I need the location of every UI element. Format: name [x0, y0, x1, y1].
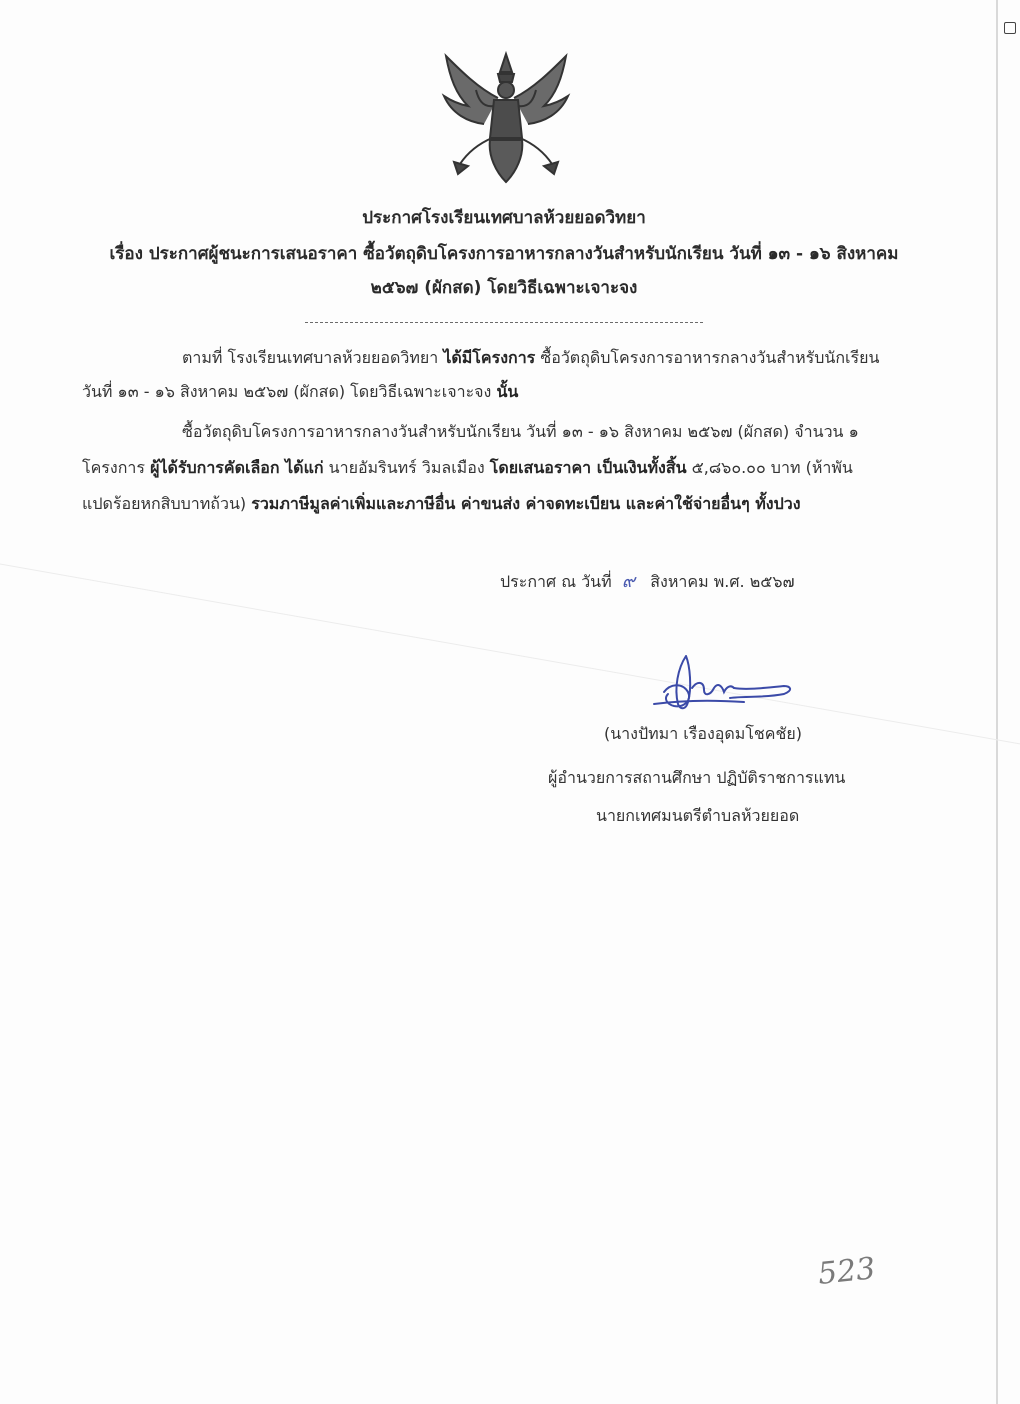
announcement-subject-line-1: เรื่อง ประกาศผู้ชนะการเสนอราคา ซื้อวัตถุดิบโครงการอาหารกลางวันสำหรับนักเรียน วันที่ ๑๓ - ๑๖ สิงหาคม [109, 244, 899, 264]
announce-date-prefix: ประกาศ ณ วันที่ [500, 572, 612, 591]
scan-mark [1004, 22, 1016, 34]
handwritten-signature [634, 648, 804, 718]
paragraph-text: วันที่ ๑๓ - ๑๖ สิงหาคม ๒๕๖๗ (ผักสด) โดยวิธีเฉพาะเจาะจง [82, 382, 497, 401]
paragraph-text: โครงการ [82, 458, 151, 477]
paragraph-1-line-2 [82, 380, 518, 405]
signer-name: (นางปัทมา เรืองอุดมโชคชัย) [604, 724, 802, 743]
paragraph-text: แปดร้อยหกสิบบาทถ้วน) [82, 494, 252, 513]
paragraph-2-line-1: ซื้อวัตถุดิบโครงการอาหารกลางวันสำหรับนักเรียน วันที่ ๑๓ - ๑๖ สิงหาคม ๒๕๖๗ (ผักสด) จำนวน ๑ [182, 422, 859, 441]
announce-date [500, 566, 795, 595]
paragraph-text-bold: โดยเสนอราคา เป็นเงินทั้งสิ้น [489, 458, 687, 477]
paragraph-2-line-3 [82, 492, 801, 517]
paragraph-text: นายอัมรินทร์ วิมลเมือง [323, 458, 490, 477]
paragraph-text-bold: ผู้ได้รับการคัดเลือก ได้แก่ [150, 458, 324, 477]
garuda-emblem-icon [438, 48, 574, 188]
paragraph-text-bold: ได้มีโครงการ [443, 348, 536, 367]
title-divider [305, 322, 703, 323]
handwritten-page-number: 523 [816, 1251, 877, 1292]
paragraph-text: ตามที่ โรงเรียนเทศบาลห้วยยอดวิทยา [182, 348, 444, 367]
announcement-subject-line-2: ๒๕๖๗ (ผักสด) โดยวิธีเฉพาะเจาะจง [370, 278, 638, 298]
paragraph-1-line-1 [182, 346, 879, 371]
announce-date-day: ๙ [621, 571, 636, 592]
paragraph-2-line-2 [82, 456, 853, 481]
signer-position-1: ผู้อำนวยการสถานศึกษา ปฏิบัติราชการแทน [548, 768, 846, 787]
announcement-title: ประกาศโรงเรียนเทศบาลห้วยยอดวิทยา [362, 208, 646, 228]
paragraph-text: ๕,๘๖๐.๐๐ บาท (ห้าพัน [686, 458, 853, 477]
paragraph-text-bold: นั้น [496, 382, 519, 401]
announce-date-suffix: สิงหาคม พ.ศ. ๒๕๖๗ [650, 572, 795, 591]
paragraph-text: ซื้อวัตถุดิบโครงการอาหารกลางวันสำหรับนักเรียน [535, 348, 880, 367]
paragraph-text-bold: รวมภาษีมูลค่าเพิ่มและภาษีอื่น ค่าขนส่ง ค่าจดทะเบียน และค่าใช้จ่ายอื่นๆ ทั้งปวง [251, 494, 801, 513]
signer-position-2: นายกเทศมนตรีตำบลห้วยยอด [596, 806, 800, 825]
